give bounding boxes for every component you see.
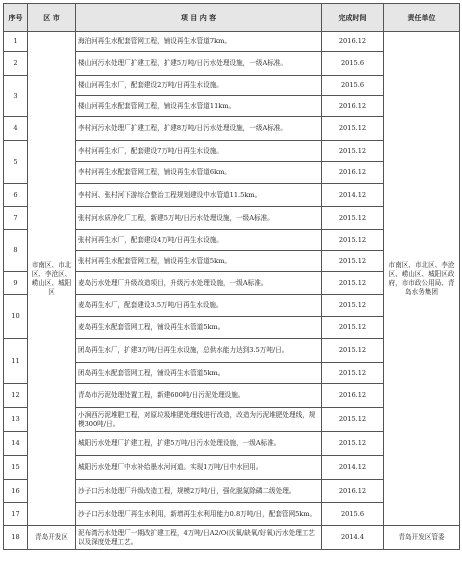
row-number: 6 — [4, 184, 28, 207]
time-cell: 2015.6 — [322, 52, 384, 76]
time-cell: 2016.12 — [322, 162, 384, 184]
item-cell: 楼山河再生水配套管网工程，铺设再生水管道11km。 — [76, 96, 322, 117]
row-number: 1 — [4, 32, 28, 52]
time-cell: 2015.12 — [322, 339, 384, 363]
item-cell: 沙子口污水处理厂再生水利用，新增再生水利用能力0.8万吨/日，配套管网5km。 — [76, 503, 322, 526]
row-number: 15 — [4, 456, 28, 480]
region-cell: 市南区、市北区、李沧区、崂山区、城阳区 — [28, 32, 76, 526]
item-cell: 团岛再生水厂，扩建3万吨/日再生水设施，总供水能力达到3.5万吨/日。 — [76, 339, 322, 363]
time-cell: 2014.4 — [322, 526, 384, 550]
item-cell: 麦岛再生水配套管网工程，铺设再生水管道5km。 — [76, 317, 322, 339]
row-number: 13 — [4, 408, 28, 432]
header-item: 项 目 内 容 — [76, 4, 322, 32]
time-cell: 2016.12 — [322, 96, 384, 117]
row-number: 7 — [4, 207, 28, 230]
item-cell: 团岛再生水配套管网工程，铺设再生水管道5km。 — [76, 363, 322, 384]
unit-cell: 市南区、市北区、李沧区、崂山区、城阳区政府，市市政公用局、青岛水务集团 — [384, 32, 460, 526]
item-cell: 泥布湾污水处理厂一期改扩建工程，4万吨/日A2/O(厌氧/缺氧/好氧)污水处理工艺以及深度处理工艺。 — [76, 526, 322, 550]
row-number: 2 — [4, 52, 28, 76]
header-region: 区 市 — [28, 4, 76, 32]
item-cell: 城阳污水处理厂中水补给墨水河河道。实现1万吨/日中水回用。 — [76, 456, 322, 480]
time-cell: 2014.12 — [322, 184, 384, 207]
item-cell: 张村河再生水配套管网工程，铺设再生水管道5km。 — [76, 251, 322, 272]
item-cell: 李村河污水处理厂扩建工程，扩建8万吨/日污水处理设施，一级A标准。 — [76, 117, 322, 141]
item-cell: 楼山河污水处理厂扩建工程，扩建5万吨/日污水处理设施，一级A标准。 — [76, 52, 322, 76]
project-table-container — [3, 3, 459, 550]
time-cell: 2015.12 — [322, 363, 384, 384]
item-cell: 城阳污水处理厂扩建工程，扩建5万吨/日污水处理设施，一级A标准。 — [76, 432, 322, 456]
header-time: 完成时间 — [322, 4, 384, 32]
item-cell: 海泊河再生水配套管网工程，铺设再生水管道7km。 — [76, 32, 322, 52]
row-number: 11 — [4, 339, 28, 384]
row-number: 4 — [4, 117, 28, 141]
item-cell: 麦岛污水处理厂升级改造项目，升级污水处理设施，一级A标准。 — [76, 272, 322, 295]
time-cell: 2015.12 — [322, 317, 384, 339]
region-cell-kaifaqu: 青岛开发区 — [28, 526, 76, 550]
time-cell: 2016.12 — [322, 32, 384, 52]
item-cell: 麦岛再生水厂，配套建设3.5万吨/日再生水设施。 — [76, 295, 322, 317]
item-cell: 李村河再生水配套管网工程，铺设再生水管道6km。 — [76, 162, 322, 184]
item-cell: 楼山河再生水厂，配套建设2万吨/日再生水设施。 — [76, 76, 322, 96]
time-cell: 2015.12 — [322, 295, 384, 317]
row-number: 3 — [4, 76, 28, 117]
item-cell: 张村河水质净化厂工程，新建5万吨/日污水处理设施，一级A标准。 — [76, 207, 322, 230]
time-cell: 2015.12 — [322, 432, 384, 456]
time-cell: 2015.6 — [322, 503, 384, 526]
time-cell: 2016.12 — [322, 384, 384, 408]
row-number: 18 — [4, 526, 28, 550]
row-number: 9 — [4, 272, 28, 295]
time-cell: 2015.12 — [322, 408, 384, 432]
row-number: 17 — [4, 503, 28, 526]
item-cell: 小涧西污泥堆肥工程，对原垃圾堆肥处理线进行改造，改造为污泥堆肥处理线，规模300吨/日。 — [76, 408, 322, 432]
item-cell: 李村河、张村河下游综合整治工程规划建设中水管道11.5km。 — [76, 184, 322, 207]
row-number: 10 — [4, 295, 28, 339]
time-cell: 2015.12 — [322, 251, 384, 272]
row-number: 16 — [4, 480, 28, 503]
item-cell: 李村河再生水厂，配套建设7万吨/日再生水设施。 — [76, 141, 322, 162]
row-number: 14 — [4, 432, 28, 456]
time-cell: 2015.12 — [322, 207, 384, 230]
time-cell: 2015.12 — [322, 117, 384, 141]
table-row — [4, 526, 460, 550]
item-cell: 张村河再生水厂，配套建设4万吨/日再生水设施。 — [76, 230, 322, 251]
item-cell: 沙子口污水处理厂升级改造工程，规模2万吨/日，强化脱氮除磷二级处理。 — [76, 480, 322, 503]
unit-cell-kaifaqu: 青岛开发区管委 — [384, 526, 460, 550]
table-row — [4, 32, 460, 52]
time-cell: 2015.12 — [322, 272, 384, 295]
project-table — [3, 3, 460, 550]
row-number: 5 — [4, 141, 28, 184]
header-row — [4, 4, 460, 32]
time-cell: 2015.12 — [322, 230, 384, 251]
time-cell: 2015.12 — [322, 141, 384, 162]
row-number: 8 — [4, 230, 28, 272]
header-unit: 责任单位 — [384, 4, 460, 32]
time-cell: 2015.6 — [322, 76, 384, 96]
row-number: 12 — [4, 384, 28, 408]
time-cell: 2016.12 — [322, 480, 384, 503]
item-cell: 青岛市污泥处理处置工程，新建600吨/日污泥处理设施。 — [76, 384, 322, 408]
time-cell: 2014.12 — [322, 456, 384, 480]
header-no: 序号 — [4, 4, 28, 32]
